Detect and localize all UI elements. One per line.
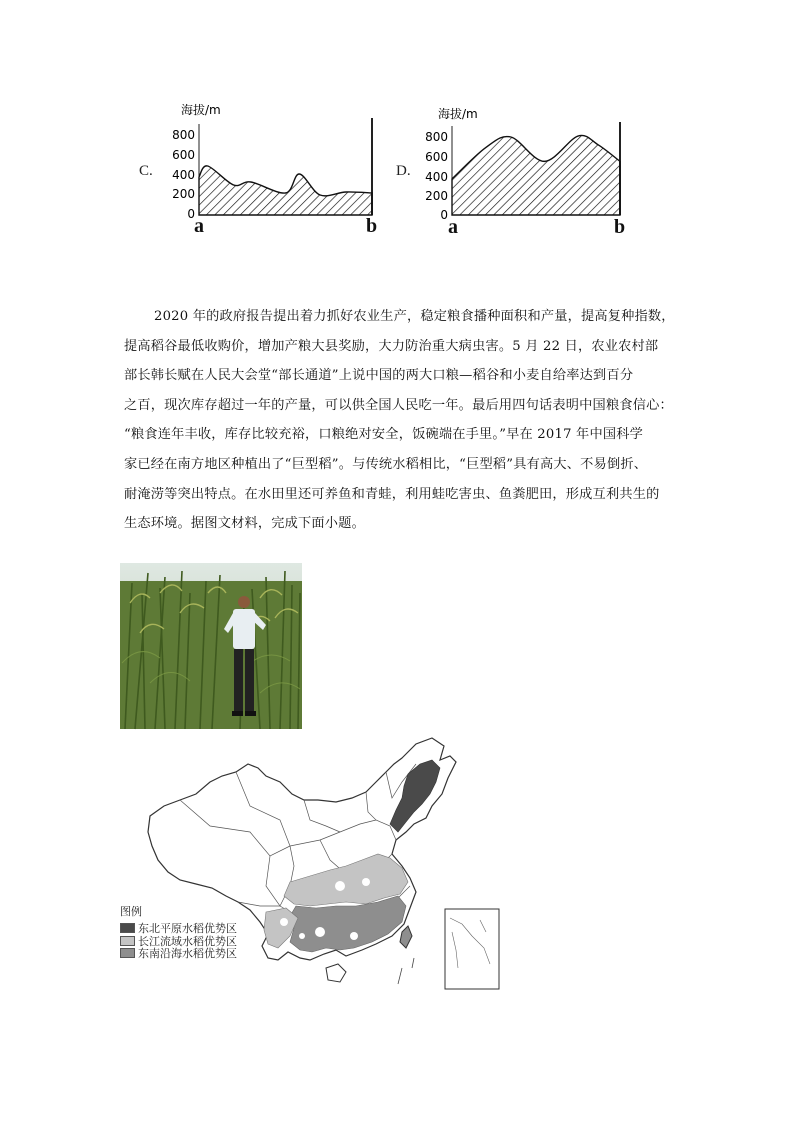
profile-chart-c [170, 98, 385, 236]
terrain-profile [452, 135, 620, 215]
option-label: C. [139, 163, 153, 179]
y-tick-0: 0 [440, 208, 448, 222]
option-label: D. [396, 163, 411, 179]
hainan-island [326, 964, 346, 982]
legend-label: 长江流域水稻优势区 [138, 934, 237, 948]
y-tick-600: 600 [172, 148, 195, 162]
coastal-islands [398, 958, 414, 984]
y-axis-label: 海拔/m [181, 103, 221, 117]
point-b-label: b [614, 216, 626, 238]
paragraph-line: 部长韩长赋在人民大会堂“部长通道”上说中国的两大口粮—稻谷和小麦自给率达到百分 [124, 368, 634, 384]
point-a-label: a [448, 216, 458, 238]
paragraph-line: “粮食连年丰收，库存比较充裕，口粮绝对安全，饭碗端在手里。”早在 2017 年中国科学 [124, 427, 643, 443]
profile-chart-d [425, 102, 638, 240]
option-c-label [139, 160, 153, 180]
terrain-profile [199, 166, 372, 215]
paragraph-line: 家已经在南方地区种植出了“巨型稻”。与传统水稻相比，“巨型稻”具有高大、不易倒折、 [124, 456, 648, 472]
taiwan-island [400, 926, 412, 948]
y-tick-400: 400 [172, 168, 195, 182]
person-head [238, 596, 250, 608]
legend-swatch [120, 936, 135, 946]
y-tick-200: 200 [425, 189, 448, 203]
paragraph-line: 提高稻谷最低收购价，增加产粮大县奖励，大力防治重大病虫害。5 月 22 日，农业农村部 [124, 338, 659, 354]
paragraph-line: 之百，现次库存超过一年的产量，可以供全国人民吃一年。最后用四句话表明中国粮食信心： [124, 397, 673, 413]
legend-label: 东南沿海水稻优势区 [138, 947, 237, 961]
paragraph-line: 耐淹涝等突出特点。在水田里还可养鱼和青蛙，利用蛙吃害虫、鱼粪肥田，形成互利共生的 [124, 486, 660, 502]
giant-rice-photo [120, 563, 302, 729]
y-tick-800: 800 [425, 130, 448, 144]
legend-title: 图例 [120, 905, 142, 918]
legend-swatch [120, 923, 135, 933]
legend-swatch [120, 948, 135, 958]
legend-item-southeast [120, 947, 237, 960]
y-axis-label: 海拔/m [438, 107, 478, 121]
legend-label: 东北平原水稻优势区 [138, 922, 237, 936]
map-legend [120, 903, 237, 960]
point-a-label: a [194, 215, 204, 237]
south-china-sea-inset [445, 909, 499, 989]
paragraph-line: 生态环境。据图文材料，完成下面小题。 [124, 516, 365, 532]
y-tick-200: 200 [172, 187, 195, 201]
option-d-label [396, 160, 411, 180]
y-tick-0: 0 [187, 207, 195, 221]
y-tick-800: 800 [172, 128, 195, 142]
point-b-label: b [366, 215, 378, 237]
y-tick-400: 400 [425, 170, 448, 184]
y-tick-600: 600 [425, 150, 448, 164]
paragraph-line: 2020 年的政府报告提出着力抓好农业生产，稳定粮食播种面积和产量，提高复种指数， [154, 309, 675, 324]
material-paragraph [124, 302, 676, 539]
